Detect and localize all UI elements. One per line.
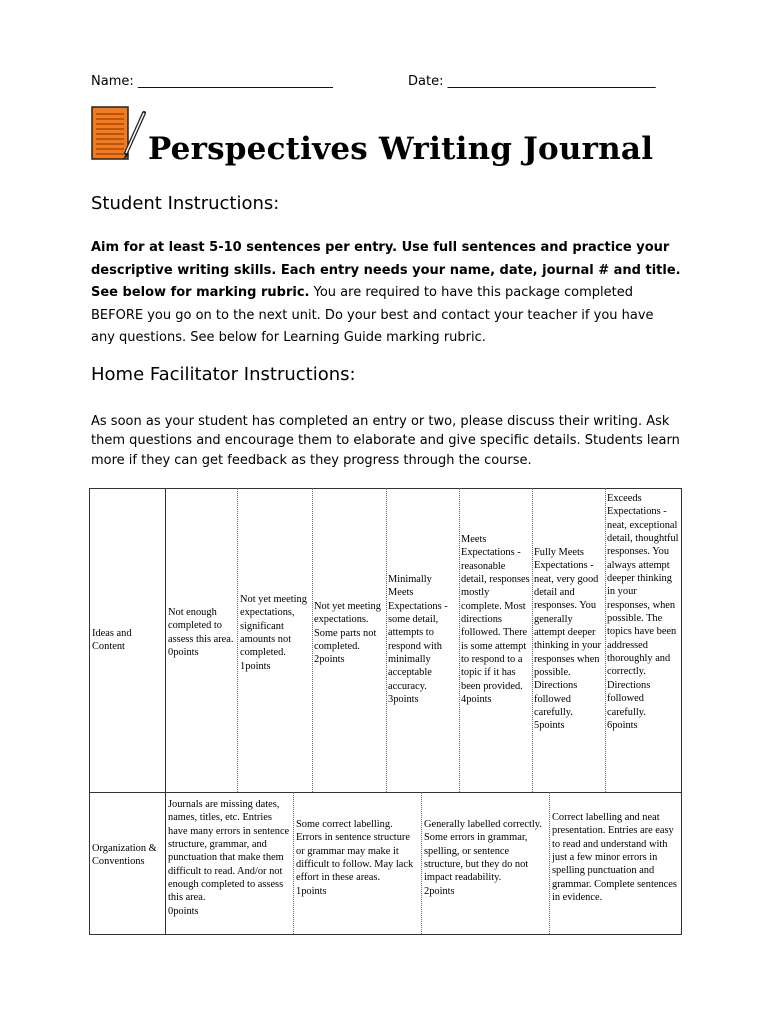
organization-level-3: Correct labelling and neat presentation. Entries are easy to read and understand with just a few minor errors in spelling punctuation and grammar. Complete sentences in evidence. [552, 812, 677, 904]
table-col-divider [605, 488, 606, 792]
page-title: Perspectives Writing Journal [148, 131, 654, 167]
criterion-organization-conventions: Organization & Conventions [92, 843, 157, 868]
table-border-right [681, 488, 682, 935]
organization-level-2: Generally labelled correctly. Some errors in grammar, spelling, or sentence structure, but they do not impact readability. 2points [424, 819, 542, 897]
table-col-divider [532, 488, 533, 792]
table-col-divider [386, 488, 387, 792]
name-field-label[interactable]: Name: ______________________________ [91, 74, 333, 89]
table-col-divider [421, 792, 422, 934]
facilitator-instructions-heading: Home Facilitator Instructions: [91, 364, 356, 385]
student-instructions-normal: You are required to have this package completed BEFORE you go on to the next unit. Do your best and contact your teacher if you have any questions. See below for Learning Guide marking rubric. [91, 285, 654, 345]
table-col-divider [312, 488, 313, 792]
ideas-level-6: Exceeds Expectations - neat, exceptional detail, thoughtful responses. You always attempt deeper thinking in your responses, when possible. The topics have been addressed thoroughly and correctly. Directions followed carefully. 6points [607, 493, 679, 731]
ideas-level-5: Fully Meets Expectations - neat, very good detail and responses. You generally attempt deeper thinking in your responses when possible. Directions followed carefully. 5points [534, 547, 601, 732]
table-row-divider [89, 792, 681, 793]
student-instructions-heading: Student Instructions: [91, 193, 280, 214]
ideas-level-4: Meets Expectations - reasonable detail, responses mostly complete. Most directions followed. There is some attempt to respond to a topic if it has been provided. 4points [461, 534, 530, 706]
organization-level-1: Some correct labelling. Errors in sentence structure or grammar may make it difficult to follow. May lack effort in these areas. 1points [296, 819, 414, 897]
table-col-divider [549, 792, 550, 934]
ideas-level-3: Minimally Meets Expectations - some detail, attempts to respond with minimally acceptable accuracy. 3points [388, 574, 448, 706]
table-col-divider [165, 488, 166, 935]
criterion-ideas-content: Ideas and Content [92, 628, 132, 653]
table-col-divider [237, 488, 238, 792]
table-border-left [89, 488, 90, 935]
facilitator-instructions-text: As soon as your student has completed an entry or two, please discuss their writing. Ask them questions and encourage them to elaborate and give specific details. Students learn more if they can get feedback as they progress through the course. [91, 414, 680, 468]
ideas-level-0: Not enough completed to assess this area. 0points [168, 607, 234, 659]
table-border-bottom [89, 934, 681, 935]
student-instructions-bold: Aim for at least 5-10 sentences per entry. Use full sentences and practice your descriptive writing skills. Each entry needs your name, date, journal # and title. See below for marking rubric. [91, 240, 681, 300]
ideas-level-2: Not yet meeting expectations. Some parts not completed. 2points [314, 601, 381, 666]
table-col-divider [459, 488, 460, 792]
date-field-label[interactable]: Date: ________________________________ [408, 74, 656, 89]
organization-level-0: Journals are missing dates, names, titles, etc. Entries have many errors in sentence structure, grammar, and punctuation that make them difficult to read. And/or not enough completed to assess this area. 0points [168, 799, 290, 917]
table-border-top [89, 488, 681, 489]
table-col-divider [293, 792, 294, 934]
ideas-level-1: Not yet meeting expectations, significant amounts not completed. 1points [240, 594, 307, 672]
